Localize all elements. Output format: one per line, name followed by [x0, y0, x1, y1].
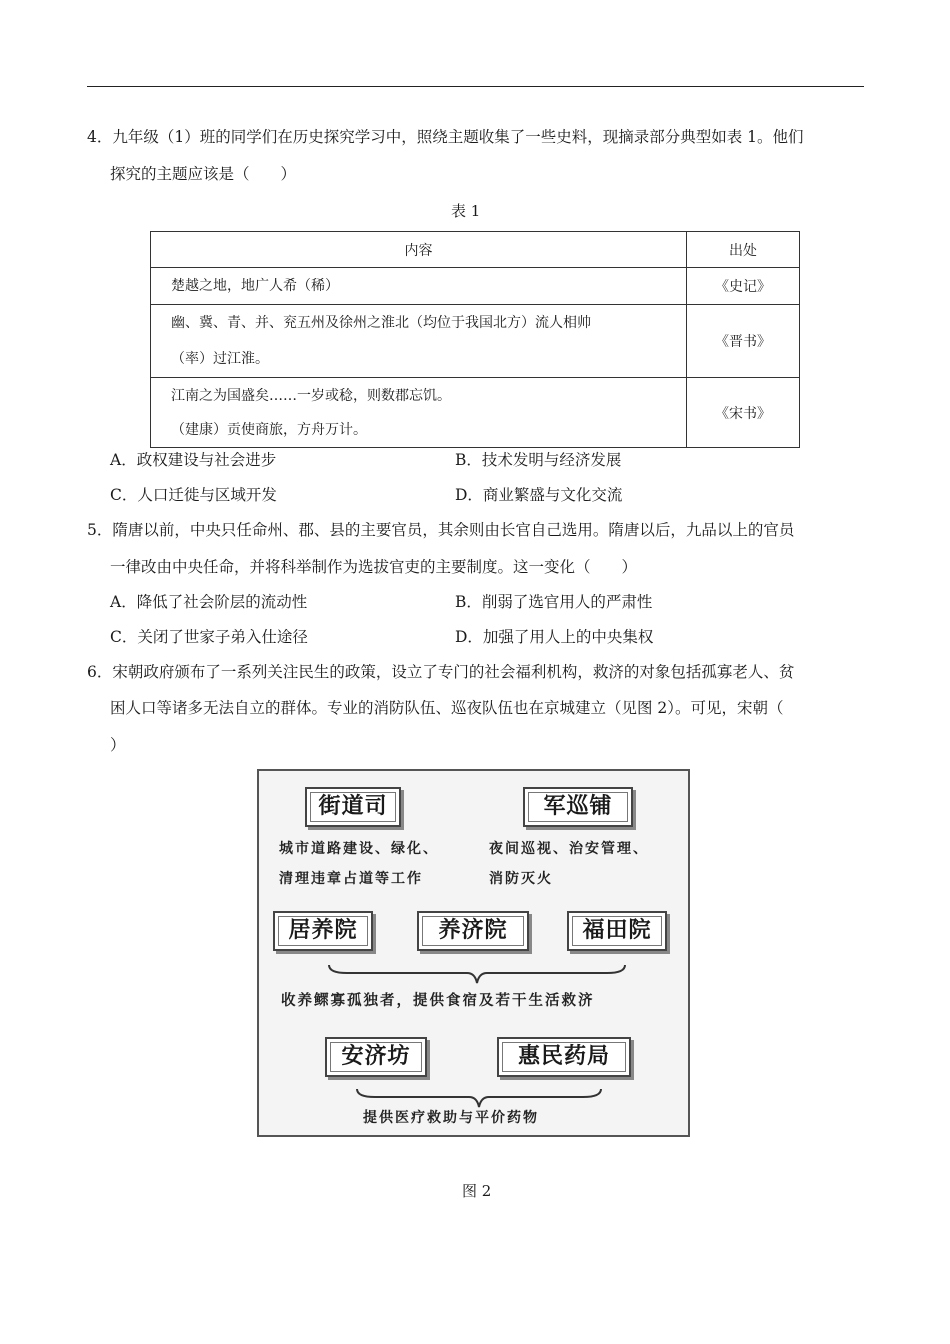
- q5-option-b[interactable]: B．削弱了选官用人的严肃性: [455, 593, 653, 611]
- junxunpu-desc-line2: 消防灭火: [489, 871, 553, 887]
- q4-stem-text1: 九年级（1）班的同学们在历史探究学习中，照绕主题收集了一些史料，现摘录部分典型如表 1。他们: [112, 128, 804, 146]
- q4-option-d[interactable]: D．商业繁盛与文化交流: [455, 486, 623, 504]
- q4-stem-line2: 探究的主题应该是（ ）: [110, 165, 297, 183]
- box-huiminyaoju: 惠民药局: [497, 1037, 631, 1077]
- brace-medical: [355, 1085, 603, 1109]
- table-row: [151, 268, 800, 305]
- row3-content-line1: 江南之为国盛矣……一岁或稔，则数郡忘饥。: [171, 387, 451, 404]
- q6-stem-line3: ）: [110, 736, 126, 754]
- table-row: [151, 305, 800, 378]
- row2-content-line2: （率）过江淮。: [171, 351, 269, 367]
- table-header-row: [151, 232, 800, 268]
- q4-number: 4．: [87, 128, 113, 146]
- q5-stem-line1: [87, 519, 794, 541]
- brace-welfare: [327, 961, 627, 985]
- box-yangjiyuan: 养济院: [417, 911, 529, 951]
- q6-number: 6．: [87, 663, 113, 681]
- source-table: [150, 231, 800, 448]
- medical-desc: 提供医疗救助与平价药物: [363, 1110, 539, 1126]
- row1-content: [151, 268, 687, 305]
- header-content: 内容: [151, 232, 687, 268]
- jiedaosi-desc-line1: 城市道路建设、绿化、: [279, 841, 439, 857]
- q4-option-b[interactable]: B．技术发明与经济发展: [455, 451, 622, 469]
- box-jiedaosi: 街道司: [305, 787, 401, 827]
- junxunpu-desc-line1: 夜间巡视、治安管理、: [489, 841, 649, 857]
- row3-content-line2: （建康）贡使商旅，方舟万计。: [171, 421, 367, 438]
- row2-content: [151, 305, 687, 378]
- row2-source: 《晋书》: [687, 305, 800, 378]
- welfare-desc: 收养鳏寡孤独者，提供食宿及若干生活救济: [281, 992, 595, 1009]
- q5-number: 5．: [87, 521, 113, 539]
- q5-stem-line2: 一律改由中央任命，并将科举制作为选拔官吏的主要制度。这一变化（ ）: [110, 558, 638, 576]
- q6-stem-line2: 困人口等诸多无法自立的群体。专业的消防队伍、巡夜队伍也在京城建立（见图 2）。可见，宋朝（: [110, 699, 784, 717]
- q5-option-d[interactable]: D．加强了用人上的中央集权: [455, 628, 654, 646]
- q5-option-a[interactable]: A．降低了社会阶层的流动性: [110, 593, 308, 611]
- row3-content: [151, 378, 687, 448]
- table-caption: 表 1: [451, 202, 481, 220]
- header-source: 出处: [687, 232, 800, 268]
- row2-content-line1: 幽、冀、青、并、兖五州及徐州之淮北（均位于我国北方）流人相帅: [171, 315, 591, 331]
- box-junxunpu: 军巡铺: [523, 787, 633, 827]
- table-row: [151, 378, 800, 448]
- box-futianyuan: 福田院: [567, 911, 667, 951]
- jiedaosi-desc-line2: 清理违章占道等工作: [279, 871, 423, 887]
- figure-caption: 图 2: [462, 1182, 492, 1200]
- q6-stem-text1: 宋朝政府颁布了一系列关注民生的政策，设立了专门的社会福利机构，救济的对象包括孤寡老人、贫: [112, 663, 795, 681]
- header-rule: [87, 86, 864, 87]
- q5-stem-text1: 隋唐以前，中央只任命州、郡、县的主要官员，其余则由长官自己选用。隋唐以后，九品以上的官员: [112, 521, 795, 539]
- row3-source: 《宋书》: [687, 378, 800, 448]
- song-welfare-figure: [257, 769, 690, 1137]
- q5-option-c[interactable]: C．关闭了世家子弟入仕途径: [110, 628, 308, 646]
- q4-stem-line1: [87, 126, 804, 148]
- row1-content-line1: 楚越之地，地广人希（稀）: [171, 278, 339, 294]
- box-juyangyuan: 居养院: [273, 911, 373, 951]
- q4-option-c[interactable]: C．人口迁徙与区域开发: [110, 486, 277, 504]
- q4-option-a[interactable]: A．政权建设与社会进步: [110, 451, 277, 469]
- row1-source: 《史记》: [687, 268, 800, 305]
- q6-stem-line1: [87, 661, 794, 683]
- box-anjifang: 安济坊: [325, 1037, 427, 1077]
